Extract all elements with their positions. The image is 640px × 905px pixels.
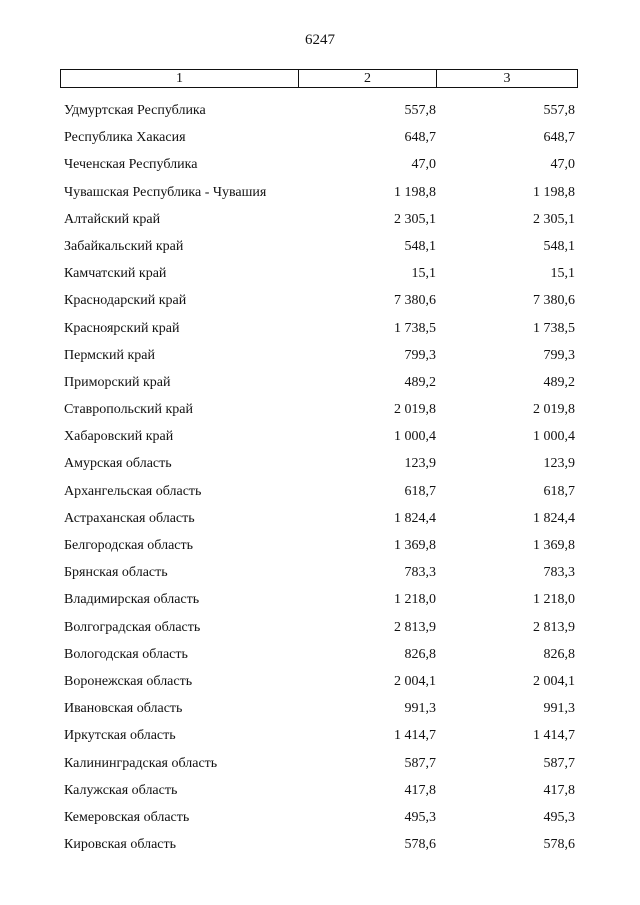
value-column-3: 557,8	[543, 103, 575, 118]
value-column-3: 2 305,1	[533, 211, 575, 227]
value-column-3: 489,2	[543, 374, 575, 390]
value-column-3: 1 414,7	[533, 728, 575, 744]
value-column-3: 495,3	[543, 809, 575, 825]
table-row	[0, 151, 640, 178]
value-column-2: 15,1	[411, 266, 436, 282]
value-column-3: 1 218,0	[533, 592, 575, 608]
value-column-2: 587,7	[404, 755, 436, 771]
value-column-3: 2 813,9	[533, 619, 575, 635]
region-name: Владимирская область	[64, 592, 200, 608]
region-name: Калининградская область	[64, 755, 218, 771]
table-row	[0, 722, 640, 749]
region-name: Хабаровский край	[64, 429, 174, 445]
value-column-2: 123,9	[404, 456, 436, 472]
region-name: Ставропольский край	[64, 402, 193, 418]
value-column-2: 1 738,5	[394, 320, 436, 336]
region-name: Удмуртская Республика	[64, 103, 206, 118]
value-column-2: 557,8	[404, 103, 436, 118]
column-header-3: 3	[503, 71, 511, 86]
value-column-3: 2 004,1	[533, 673, 575, 689]
table-header	[60, 69, 578, 88]
value-column-3: 47,0	[550, 157, 575, 173]
value-column-2: 783,3	[404, 565, 436, 581]
region-name: Ивановская область	[64, 701, 183, 717]
value-column-3: 587,7	[543, 755, 575, 771]
region-name: Кемеровская область	[64, 809, 190, 825]
value-column-3: 1 738,5	[533, 320, 575, 336]
value-column-3: 991,3	[543, 701, 575, 717]
region-name: Чувашская Республика - Чувашия	[64, 184, 267, 200]
value-column-3: 618,7	[543, 483, 575, 499]
value-column-2: 799,3	[404, 347, 436, 363]
table-row	[0, 804, 640, 831]
value-column-3: 799,3	[543, 347, 575, 363]
table-row	[0, 315, 640, 342]
value-column-2: 991,3	[404, 701, 436, 717]
value-column-2: 826,8	[404, 646, 436, 662]
value-column-2: 417,8	[404, 782, 436, 798]
value-column-3: 548,1	[543, 238, 575, 254]
value-column-3: 1 369,8	[533, 538, 575, 553]
region-name: Красноярский край	[64, 320, 180, 336]
region-name: Волгоградская область	[64, 619, 201, 635]
table-row	[0, 695, 640, 722]
region-name: Брянская область	[64, 565, 168, 581]
value-column-2: 2 019,8	[394, 402, 436, 418]
region-name: Камчатский край	[64, 266, 167, 282]
region-name: Воронежская область	[64, 673, 193, 689]
value-column-2: 648,7	[404, 130, 436, 146]
value-column-2: 1 198,8	[394, 184, 436, 200]
table-row	[0, 641, 640, 668]
table-row	[0, 532, 640, 559]
value-column-3: 2 019,8	[533, 402, 575, 418]
region-name: Астраханская область	[64, 510, 195, 526]
value-column-3: 1 824,4	[533, 510, 575, 526]
region-name: Белгородская область	[64, 538, 194, 553]
value-column-2: 618,7	[404, 483, 436, 499]
table-row	[0, 206, 640, 233]
column-header-2: 2	[299, 70, 437, 87]
value-column-3: 826,8	[543, 646, 575, 662]
value-column-3: 15,1	[550, 266, 575, 282]
table-row	[0, 614, 640, 641]
column-header-1: 1	[61, 70, 299, 87]
value-column-2: 1 824,4	[394, 510, 436, 526]
table-row	[0, 586, 640, 613]
region-name: Приморский край	[64, 374, 171, 390]
value-column-2: 47,0	[411, 157, 436, 173]
region-name: Амурская область	[64, 456, 172, 472]
value-column-2: 578,6	[404, 837, 436, 853]
table-row	[0, 396, 640, 423]
region-name: Пермский край	[64, 347, 155, 363]
region-name: Чеченская Республика	[64, 157, 198, 173]
value-column-2: 1 369,8	[394, 538, 436, 553]
value-column-3: 7 380,6	[533, 293, 575, 309]
table-row	[0, 777, 640, 804]
value-column-2: 495,3	[404, 809, 436, 825]
table-body	[0, 97, 640, 858]
region-name: Кировская область	[64, 837, 177, 853]
value-column-2: 1 414,7	[394, 728, 436, 744]
table-row	[0, 831, 640, 858]
region-name: Калужская область	[64, 782, 178, 798]
region-name: Архангельская область	[64, 483, 202, 499]
table-row	[0, 287, 640, 314]
table-row	[0, 423, 640, 450]
region-name: Иркутская область	[64, 728, 176, 744]
table-row	[0, 369, 640, 396]
value-column-2: 548,1	[404, 238, 436, 254]
value-column-3: 1 198,8	[533, 184, 575, 200]
value-column-2: 2 813,9	[394, 619, 436, 635]
region-name: Вологодская область	[64, 646, 188, 662]
table-row	[0, 233, 640, 260]
value-column-3: 123,9	[543, 456, 575, 472]
region-name: Алтайский край	[64, 211, 161, 227]
value-column-2: 1 000,4	[394, 429, 436, 445]
table-row	[0, 124, 640, 151]
region-name: Республика Хакасия	[64, 130, 186, 146]
value-column-3: 783,3	[543, 565, 575, 581]
region-name: Забайкальский край	[64, 238, 184, 254]
value-column-2: 7 380,6	[394, 293, 436, 309]
value-column-2: 1 218,0	[394, 592, 436, 608]
value-column-3: 648,7	[543, 130, 575, 146]
table-row	[0, 668, 640, 695]
page-number: 6247	[305, 32, 335, 48]
table-row	[0, 750, 640, 777]
value-column-2: 2 004,1	[394, 673, 436, 689]
value-column-3: 578,6	[543, 837, 575, 853]
table-row	[0, 478, 640, 505]
table-row	[0, 559, 640, 586]
table-row	[0, 505, 640, 532]
table-row	[0, 97, 640, 124]
region-name: Краснодарский край	[64, 293, 187, 309]
value-column-3: 417,8	[543, 782, 575, 798]
value-column-2: 2 305,1	[394, 211, 436, 227]
table-row	[0, 179, 640, 206]
value-column-3: 1 000,4	[533, 429, 575, 445]
table-row	[0, 450, 640, 477]
table-row	[0, 260, 640, 287]
value-column-2: 489,2	[404, 374, 436, 390]
table-row	[0, 342, 640, 369]
